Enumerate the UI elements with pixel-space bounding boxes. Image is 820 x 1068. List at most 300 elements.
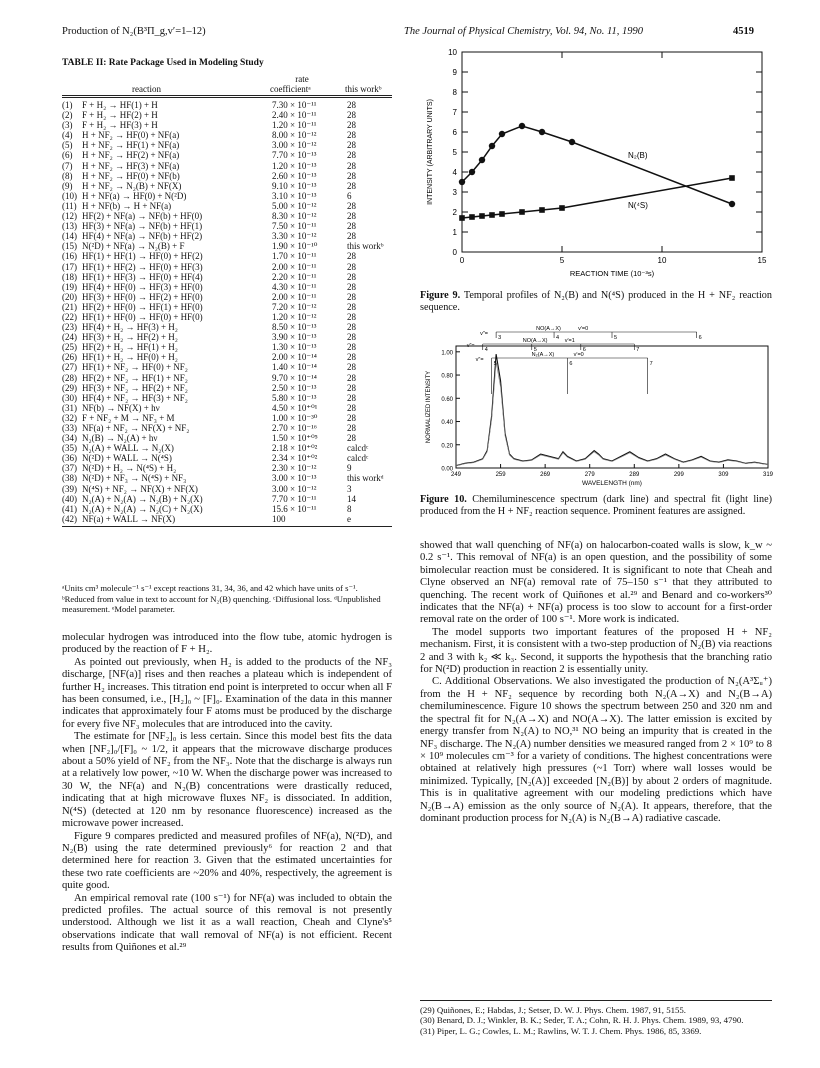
rate-coefficient: 2.40 × 10⁻¹¹	[272, 110, 317, 121]
reference: 28	[347, 423, 356, 433]
reaction-number: (2)	[62, 110, 73, 121]
table-row	[62, 352, 392, 362]
table-row	[62, 342, 392, 352]
reaction-number: (39)	[62, 483, 77, 494]
vpp-label: v″=	[466, 343, 475, 349]
vpp-value: 5	[493, 361, 497, 367]
reaction-number: (32)	[62, 412, 77, 423]
rate-coefficient: 1.70 × 10⁻¹¹	[272, 251, 317, 262]
x-tick-label: 0	[459, 256, 465, 265]
reaction-number: (24)	[62, 332, 77, 343]
table-row	[62, 251, 392, 261]
table-row	[62, 211, 392, 221]
x-axis-label: REACTION TIME (10⁻³s)	[569, 269, 655, 278]
x-tick-label: 10	[657, 256, 667, 265]
figure-9-caption-text: Temporal profiles of N₂(B) and N(⁴S) produced in the H + NF₂ reaction sequence.	[420, 290, 772, 313]
rate-coefficient: 1.20 × 10⁻¹¹	[272, 120, 317, 131]
reaction-equation: H + NF₂ → N₂(B) + NF(X)	[82, 180, 182, 191]
reaction-equation: H + NF(a) → HF(0) + N(²D)	[82, 190, 187, 201]
n4s-point	[479, 213, 485, 219]
y-tick-label: 0.40	[441, 420, 453, 427]
n2b-point	[459, 179, 465, 185]
rate-coefficient: 4.30 × 10⁻¹¹	[272, 281, 317, 292]
reaction-number: (14)	[62, 231, 77, 242]
col-rate-2: coefficientᵃ	[270, 84, 311, 94]
figure-9-chart	[420, 46, 780, 286]
reference: 28	[347, 200, 356, 211]
rate-coefficient: 9.70 × 10⁻¹⁴	[272, 372, 317, 383]
reference: 28	[347, 281, 356, 292]
table-row	[62, 322, 392, 332]
reference: 28	[347, 372, 356, 383]
reaction-equation: HF(2) + HF(0) → HF(1) + HF(0)	[82, 301, 203, 312]
reaction-number: (5)	[62, 140, 73, 151]
reaction-number: (3)	[62, 120, 73, 131]
reaction-equation: HF(1) + HF(3) → HF(0) + HF(4)	[82, 271, 203, 282]
figure-10-caption-text: Chemiluminescence spectrum (dark line) and spectral fit (light line) produced from the H + NF₂ reaction sequence. Prominent features are assigned.	[420, 494, 772, 517]
reaction-equation: HF(1) + HF(1) → HF(0) + HF(2)	[82, 251, 203, 262]
reference: 28	[347, 392, 356, 403]
reaction-number: (38)	[62, 473, 77, 484]
reference: 3	[347, 483, 352, 494]
reference: calcdᶜ	[347, 453, 369, 464]
rate-coefficient: 2.00 × 10⁻¹¹	[272, 291, 317, 302]
table-row	[62, 201, 392, 211]
reaction-equation: F + H₂ → HF(3) + H	[82, 120, 158, 131]
x-tick-label: 319	[762, 472, 774, 478]
y-tick-label: 7	[452, 108, 457, 117]
table-row	[62, 231, 392, 241]
reference: 28	[347, 140, 356, 151]
n4s-point	[519, 209, 525, 215]
reaction-equation: HF(4) + H₂ → HF(3) + H₂	[82, 322, 178, 333]
figure-10-caption	[420, 494, 772, 518]
vpp-value: 4	[484, 347, 488, 353]
label-n4s: N(⁴S)	[628, 201, 648, 210]
reference: 28	[347, 322, 356, 333]
rate-coefficient: 1.50 × 10⁺⁰⁵	[272, 433, 318, 444]
rate-coefficient: 1.20 × 10⁻¹³	[272, 160, 317, 171]
reference: 28	[347, 170, 356, 181]
rate-coefficient: 7.30 × 10⁻¹¹	[272, 100, 317, 110]
reaction-number: (4)	[62, 130, 73, 141]
reaction-equation: HF(4) + NF(a) → NF(b) + HF(2)	[82, 231, 203, 242]
reference: 28	[347, 120, 356, 131]
rate-coefficient: 3.30 × 10⁻¹²	[272, 231, 317, 242]
table-footnote: ᵃUnits cm³ molecule⁻¹ s⁻¹ except reactions 31, 34, 36, and 42 which have units of s⁻¹. ᵇReduced from value in text to account for N₂(B) quenching. ᶜDiffusional loss. ᵈUnpublished measurement. ᵉModel parameter.	[62, 583, 381, 614]
reaction-number: (6)	[62, 150, 73, 161]
rate-coefficient: 8.50 × 10⁻¹³	[272, 322, 317, 333]
n2b-point	[489, 143, 495, 149]
reference: calcdᶜ	[347, 443, 369, 454]
n4s-point	[499, 211, 505, 217]
left-para-1: As pointed out previously, when H₂ is added to the products of the NF₃ discharge, [NF(a)] rises and then reaches a plateau which is independent of further H₂ increases. This titration end point is interpreted to occur when all F has been consumed, i.e., [H₂]₀ ~ [F]₀. Examination of the data in this manner indicates that approximately four F atoms must be produced by the discharge for every five NF₃ molecules that are introduced into the cavity.	[62, 656, 392, 730]
y-tick-label: 9	[452, 68, 457, 77]
figure-10-label: Figure 10.	[420, 494, 467, 505]
vpp-label: v″=	[480, 331, 489, 337]
table-row	[62, 332, 392, 342]
rate-coefficient: 2.20 × 10⁻¹¹	[272, 271, 317, 282]
y-tick-label: 8	[452, 88, 457, 97]
y-tick-label: 6	[452, 128, 457, 137]
rate-coefficient: 2.50 × 10⁻¹³	[272, 382, 317, 393]
reaction-number: (36)	[62, 453, 77, 464]
rate-coefficient: 7.20 × 10⁻¹²	[272, 301, 317, 312]
reaction-equation: F + H₂ → HF(1) + H	[82, 100, 158, 110]
table-row	[62, 312, 392, 322]
reaction-number: (29)	[62, 382, 77, 393]
reaction-equation: NF(a) + WALL → NF(X)	[82, 513, 176, 524]
table-row	[62, 100, 392, 110]
reaction-number: (15)	[62, 241, 77, 252]
rate-coefficient: 2.34 × 10⁺⁰²	[272, 453, 318, 464]
reaction-number: (35)	[62, 443, 77, 454]
rate-coefficient: 3.90 × 10⁻¹³	[272, 332, 317, 343]
reference: 28	[347, 382, 356, 393]
page-number: 4519	[733, 26, 754, 37]
rate-coefficient: 8.30 × 10⁻¹²	[272, 211, 317, 222]
rate-coefficient: 2.60 × 10⁻¹³	[272, 170, 317, 181]
n2b-point	[519, 123, 525, 129]
reaction-equation: H + NF₂ → HF(2) + NF(a)	[82, 150, 180, 161]
rate-coefficient: 2.18 × 10⁺⁰²	[272, 443, 318, 454]
vpp-value: 7	[649, 361, 653, 367]
y-tick-label: 3	[452, 188, 457, 197]
label-n2b: N₂(B)	[628, 151, 648, 160]
table-row	[62, 241, 392, 251]
reference: 28	[347, 332, 356, 343]
reaction-number: (34)	[62, 433, 77, 444]
x-tick-label: 289	[629, 472, 640, 478]
assignment-label-0: NO(A→X)	[536, 326, 561, 332]
left-para-3: Figure 9 compares predicted and measured profiles of NF(a), N(²D), and N₂(B) using the rate determined previously⁶ for reaction 2 and that determined here for reaction 3. Given that the estimated uncertainties for these two rate coefficients are ~20% and 40%, respectively, the agreement is quite good.	[62, 830, 392, 892]
reference: 28	[347, 261, 356, 272]
y-tick-label: 1	[452, 228, 457, 237]
rate-coefficient: 5.00 × 10⁻¹²	[272, 200, 317, 211]
reaction-number: (21)	[62, 301, 77, 312]
reaction-equation: HF(2) + H₂ → HF(1) + H₂	[82, 342, 178, 353]
reaction-equation: N₂(B) → N₂(A) + hν	[82, 433, 158, 444]
reaction-equation: HF(4) + HF(0) → HF(3) + HF(0)	[82, 281, 203, 292]
rate-coefficient: 9.10 × 10⁻¹³	[272, 180, 317, 191]
vpp-label: v″=	[475, 357, 484, 363]
reference-29: (29) Quiñones, E.; Habdas, J.; Setser, D. W. J. Phys. Chem. 1987, 91, 5155.	[420, 1005, 686, 1015]
right-para-2: C. Additional Observations. We also investigated the production of N₂(A³Σᵤ⁺) from the H + NF₂ sequence by recording both N₂(A→X) and N₂(B→A) chemiluminescence. Figure 10 shows the spectrum between 250 and 320 nm and the spectral fit for N₂(A→X) and NO(A→X). The latter emission is excited by energy transfer from N₂(A) to NO,³¹ NO being an impurity that is created in the NF₃ discharge. The N₂(A) number densities we measured ranged from 2 × 10⁹ to 8 × 10⁹ molecules cm⁻³ for a variety of conditions. The highest concentrations were obtained at relatively high pressures (~1 Torr) where wall losses would be minimized. Typically, [N₂(A)] exceeded [N₂(B)] by about 2 orders of magnitude. This is in qualitative agreement with our modeling predictions which have N₂(B→A) emission as the only source of N₂(A). It appears, therefore, that the dominant production process for N₂(A) is N₂(B→A) radiative cascade.	[420, 676, 772, 824]
rate-coefficient: 3.00 × 10⁻¹²	[272, 483, 317, 494]
rate-coefficient: 1.30 × 10⁻¹³	[272, 342, 317, 353]
reference: 28	[347, 342, 356, 353]
table-row	[62, 302, 392, 312]
reaction-number: (28)	[62, 372, 77, 383]
reaction-equation: HF(3) + HF(0) → HF(2) + HF(0)	[82, 291, 203, 302]
table-row	[62, 373, 392, 383]
table-header	[62, 74, 392, 96]
reference: 28	[347, 352, 356, 363]
y-tick-label: 1.00	[441, 350, 453, 357]
reaction-equation: N(²D) + NF₃ → N(⁴S) + NF₃	[82, 473, 187, 484]
rate-coefficient: 3.10 × 10⁻¹³	[272, 190, 317, 201]
reaction-equation: HF(3) + NF₂ → HF(2) + NF₂	[82, 382, 188, 393]
table-row	[62, 494, 392, 504]
reaction-number: (19)	[62, 281, 77, 292]
x-tick-label: 279	[584, 472, 595, 478]
rate-coefficient: 1.40 × 10⁻¹⁴	[272, 362, 317, 373]
rate-coefficient: 1.90 × 10⁻¹⁰	[272, 241, 318, 252]
reference: 28	[347, 180, 356, 191]
rate-coefficient: 7.70 × 10⁻¹³	[272, 150, 317, 161]
y-tick-label: 5	[452, 148, 457, 157]
running-head-left: Production of N₂(B³Π_g,v′=1–12)	[62, 26, 206, 37]
figure-9-label: Figure 9.	[420, 290, 461, 301]
rate-coefficient: 8.00 × 10⁻¹²	[272, 130, 317, 141]
reaction-number: (42)	[62, 513, 77, 524]
reference: 28	[347, 130, 356, 141]
table-row	[62, 413, 392, 423]
y-tick-label: 10	[448, 48, 457, 57]
reference: 8	[347, 503, 352, 514]
reaction-equation: H + NF₂ → HF(3) + NF(a)	[82, 160, 180, 171]
reaction-number: (22)	[62, 311, 77, 322]
assignment-v-0: v′=0	[578, 326, 589, 332]
reference-31: (31) Piper, L. G.; Cowles, L. M.; Rawlins, W. T. J. Chem. Phys. 1986, 85, 3369.	[420, 1025, 702, 1036]
left-column-text	[62, 632, 392, 955]
x-tick-label: 299	[673, 472, 684, 478]
reaction-equation: HF(1) + HF(2) → HF(0) + HF(3)	[82, 261, 203, 272]
table-row	[62, 181, 392, 191]
assignment-label-1: NO(A→X)	[522, 338, 548, 344]
x-tick-label: 15	[757, 256, 767, 265]
vpp-value: 5	[533, 347, 537, 353]
table-row	[62, 393, 392, 403]
reaction-number: (18)	[62, 271, 77, 282]
n4s-point	[559, 205, 565, 211]
table-row	[62, 161, 392, 171]
reaction-number: (17)	[62, 261, 77, 272]
n4s-point	[539, 207, 545, 213]
n2b-point	[729, 201, 735, 207]
reaction-equation: HF(3) + H₂ → HF(2) + H₂	[82, 332, 178, 343]
table-row	[62, 110, 392, 120]
rate-coefficient: 7.50 × 10⁻¹¹	[272, 221, 317, 232]
reference: 28	[347, 110, 356, 121]
reaction-number: (16)	[62, 251, 77, 262]
reaction-number: (20)	[62, 291, 77, 302]
reference: 28	[347, 291, 356, 302]
reaction-number: (40)	[62, 493, 77, 504]
n4s-point	[489, 212, 495, 218]
reaction-number: (23)	[62, 322, 77, 333]
reaction-equation: N(²D) + NF(a) → N₂(B) + F	[82, 241, 185, 252]
figure-10-chart	[420, 322, 780, 490]
reaction-equation: N₂(A) + N₂(A) → N₂(B) + N₂(X)	[82, 493, 203, 504]
y-axis-label: NORMALIZED INTENSITY	[426, 370, 432, 444]
right-column-text	[420, 540, 772, 825]
n2b-point	[499, 131, 505, 137]
reaction-number: (11)	[62, 200, 77, 211]
reference-30: (30) Benard, D. J.; Winkler, B. K.; Seder, T. A.; Cohn, R. H. J. Phys. Chem. 1989, 93, 4790.	[420, 1015, 744, 1026]
reaction-number: (26)	[62, 352, 77, 363]
vpp-value: 3	[498, 335, 502, 341]
reaction-equation: HF(1) + HF(0) → HF(0) + HF(0)	[82, 311, 203, 322]
table-row	[62, 221, 392, 231]
col-reaction: reaction	[132, 84, 161, 94]
reaction-number: (9)	[62, 180, 73, 191]
table-row	[62, 403, 392, 413]
fit-line	[456, 362, 768, 466]
table-row	[62, 292, 392, 302]
y-tick-label: 0.60	[441, 396, 453, 403]
reference: 28	[347, 433, 356, 444]
reaction-equation: H + NF₂ → HF(0) + NF(a)	[82, 130, 180, 141]
table-row	[62, 383, 392, 393]
table-row	[62, 150, 392, 160]
rate-coefficient: 100	[272, 513, 286, 524]
rate-coefficient: 2.30 × 10⁻¹²	[272, 463, 317, 474]
reaction-number: (12)	[62, 211, 77, 222]
reference: 14	[347, 493, 356, 504]
rate-coefficient: 1.20 × 10⁻¹²	[272, 311, 317, 322]
reaction-number: (7)	[62, 160, 73, 171]
reaction-equation: NF(b) → NF(X) + hν	[82, 402, 160, 413]
reaction-equation: HF(4) + NF₂ → HF(3) + NF₂	[82, 392, 188, 403]
reaction-number: (10)	[62, 190, 77, 201]
table-row	[62, 140, 392, 150]
vpp-value: 6	[582, 347, 586, 353]
reaction-number: (1)	[62, 100, 73, 110]
n4s-point	[469, 214, 475, 220]
rate-coefficient: 1.00 × 10⁻³⁰	[272, 412, 318, 423]
assignment-v-2: v′=0	[573, 352, 584, 358]
reaction-number: (33)	[62, 423, 77, 433]
reaction-number: (8)	[62, 170, 73, 181]
table-body	[62, 100, 392, 524]
reference: 28	[347, 211, 356, 222]
reference: 28	[347, 311, 356, 322]
table-row	[62, 171, 392, 181]
table-row	[62, 473, 392, 483]
reaction-equation: H + NF₂ → HF(1) + NF(a)	[82, 140, 180, 151]
right-para-1: The model supports two important features of the proposed H + NF₂ mechanism. First, it is consistent with a two-step production of N₂(B) via reactions 2 and 3 with k₂ ≪ k₃. Second, it supports the hypothesis that the branching ratio for N(²D) production in reaction 2 is essentially unity.	[420, 626, 772, 676]
reaction-equation: HF(3) + NF(a) → NF(b) + HF(1)	[82, 221, 203, 232]
reaction-number: (31)	[62, 402, 77, 413]
plot-frame	[462, 52, 762, 252]
reference: e	[347, 513, 351, 524]
reference: 6	[347, 190, 352, 201]
table-row	[62, 504, 392, 514]
reference: 28	[347, 301, 356, 312]
rate-coefficient: 2.00 × 10⁻¹⁴	[272, 352, 317, 363]
table-row	[62, 130, 392, 140]
table-row	[62, 484, 392, 494]
n2b-point	[469, 169, 475, 175]
y-tick-label: 0.00	[441, 466, 453, 473]
reference: 28	[347, 412, 356, 423]
reference: 28	[347, 362, 356, 373]
reaction-equation: N₂(A) + N₂(A) → N₂(C) + N₂(X)	[82, 503, 203, 514]
reaction-number: (25)	[62, 342, 77, 353]
vpp-value: 4	[556, 335, 560, 341]
reaction-equation: HF(1) + NF₂ → HF(0) + NF₂	[82, 362, 188, 373]
reaction-number: (27)	[62, 362, 77, 373]
rate-coefficient: 5.80 × 10⁻¹³	[272, 392, 317, 403]
vpp-value: 5	[614, 335, 618, 341]
table-row	[62, 453, 392, 463]
reference: 28	[347, 251, 356, 262]
reaction-number: (41)	[62, 503, 77, 514]
reference: 28	[347, 221, 356, 232]
table-row	[62, 433, 392, 443]
table-row	[62, 120, 392, 130]
reference: 28	[347, 231, 356, 242]
x-tick-label: 269	[540, 472, 551, 478]
figure-9-caption	[420, 290, 772, 314]
reference: 9	[347, 463, 352, 474]
table-row	[62, 191, 392, 201]
table-row	[62, 362, 392, 372]
table-row	[62, 272, 392, 282]
reaction-number: (30)	[62, 392, 77, 403]
y-axis-label: INTENSITY (ARBITRARY UNITS)	[427, 99, 434, 205]
reference: 28	[347, 271, 356, 282]
left-para-2: The estimate for [NF₂]₀ is less certain. Since this model best fits the data when [NF₂]₀/[F]₀ ~ 1/2, it appears that the microwave discharge produces about a 50% yield of NF₂ from the NF₃. Note that the discharge is always run at a relatively low power, ~10 W. When the discharge power was increased to 30 W, the NF(a) and N₂(B) concentrations were drastically reduced, indicating that at high microwave fluxes NF₂ is dissociated. In addition, N(⁴S) (detected at 120 nm by resonance fluorescence) increased as the microwave power increased.	[62, 731, 392, 830]
n4s-point	[459, 215, 465, 221]
rate-coefficient: 3.00 × 10⁻¹³	[272, 473, 317, 484]
journal-name: The Journal of Physical Chemistry, Vol. 94, No. 11, 1990	[404, 26, 643, 37]
n2b-point	[539, 129, 545, 135]
rate-coefficient: 15.6 × 10⁻¹¹	[272, 503, 317, 514]
x-tick-label: 249	[450, 472, 462, 478]
table-title: TABLE II: Rate Package Used in Modeling Study	[62, 58, 264, 68]
rate-coefficient: 3.00 × 10⁻¹²	[272, 140, 317, 151]
left-para-0: molecular hydrogen was introduced into the flow tube, atomic hydrogen is produced by the reaction of F + H₂.	[62, 632, 392, 656]
rate-coefficient: 7.70 × 10⁻¹¹	[272, 493, 317, 504]
assignment-v-1: v′=1	[564, 338, 575, 344]
rate-coefficient: 2.00 × 10⁻¹¹	[272, 261, 317, 272]
reference: 28	[347, 150, 356, 161]
vpp-value: 6	[569, 361, 573, 367]
reference: 28	[347, 402, 356, 413]
reference: 28	[347, 160, 356, 171]
y-tick-label: 4	[452, 168, 457, 177]
series-line-n2b	[462, 126, 732, 204]
right-para-0: showed that wall quenching of NF(a) on halocarbon-coated walls is slow, k_w ~ 0.2 s⁻¹. This removal of NF(a) is an open question, and the possibility of some bimolecular reaction must be considered. It is significant to note that Cheah and Clyne observed an NF(a) removal rate of 75–150 s⁻¹ that they attributed to quenching. The recent work of Quiñones et al.²⁹ and Benard and co-workers³⁰ indicates that the NF(a) + NF(a) process is too slow to account for a first-order removal rate on the order of 100 s⁻¹. More work is indicated.	[420, 540, 772, 626]
y-tick-label: 2	[452, 208, 457, 217]
table-row	[62, 262, 392, 272]
y-tick-label: 0.80	[441, 373, 453, 380]
table	[62, 74, 392, 527]
col-thiswork: this workᵇ	[345, 84, 382, 94]
x-tick-label: 5	[559, 256, 565, 265]
n4s-point	[729, 175, 735, 181]
x-tick-label: 309	[718, 472, 729, 478]
reaction-equation: N(⁴S) + NF₂ → NF(X) + NF(X)	[82, 483, 198, 494]
table-row	[62, 282, 392, 292]
reaction-equation: F + NF₂ + M → NF₃ + M	[82, 412, 175, 423]
reaction-number: (37)	[62, 463, 77, 474]
table-row	[62, 463, 392, 473]
vpp-value: 6	[698, 335, 702, 341]
reaction-equation: NF(a) + NF₂ → NF(X) + NF₂	[82, 423, 190, 433]
col-rate-1: rate	[295, 74, 309, 84]
reference: 28	[347, 100, 356, 110]
reaction-equation: H + NF₂ → HF(0) + NF(b)	[82, 170, 180, 181]
table-row	[62, 423, 392, 433]
vpp-value: 7	[636, 347, 640, 353]
reaction-equation: F + H₂ → HF(2) + H	[82, 110, 158, 121]
reaction-equation: N(²D) + WALL → N(⁴S)	[82, 453, 172, 464]
references	[420, 1000, 772, 1036]
x-tick-label: 259	[495, 472, 506, 478]
